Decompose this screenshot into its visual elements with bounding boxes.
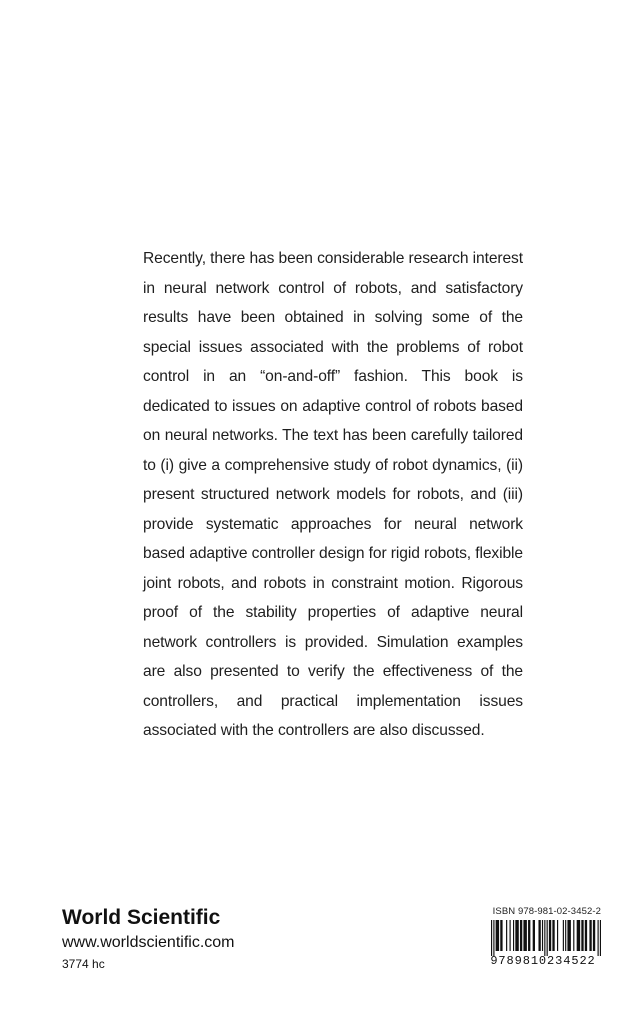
barcode-guard-bar (547, 920, 548, 956)
barcode-bar (567, 920, 570, 951)
barcode-bar (589, 920, 591, 951)
barcode-bar (563, 920, 564, 951)
ean13-barcode-icon (485, 920, 601, 956)
barcode-digits: 9789810234522 (490, 954, 596, 968)
barcode-bar (500, 920, 502, 951)
barcode-bar (538, 920, 540, 951)
barcode-bar (573, 920, 574, 951)
barcode-bar (565, 920, 566, 951)
publisher-block (62, 905, 234, 972)
barcode-bar (542, 920, 543, 951)
barcode-guard-bar (544, 920, 545, 956)
barcode-bar (557, 920, 558, 951)
barcode-bar (577, 920, 580, 951)
barcode-guard-bar (491, 920, 492, 956)
publisher-url: www.worldscientific.com (62, 934, 235, 951)
barcode-bar (513, 920, 514, 951)
barcode-bar (523, 920, 526, 951)
barcode-bar (515, 920, 518, 951)
barcode-guard-bar (493, 920, 494, 956)
barcode-bar (593, 920, 595, 951)
back-cover-blurb: Recently, there has been considerable research interest in neural network control of robots, and satisfactory results have been obtained in solving some of the special issues associated with the problems of robot control in an “on-and-off” fashion. This book is dedicated to issues on adaptive control of robots based on neural networks. The text has been carefully tailored to (i) give a comprehensive study of robot dynamics, (ii) present structured network models for robots, and (iii) provide systematic approaches for neural network based adaptive controller design for rigid robots, flexible joint robots, and robots in constraint motion. Rigorous proof of the stability properties of adaptive neural network controllers is provided. Simulation examples are also presented to verify the effectiveness of the controllers, and practical implementation issues associated with the controllers are also discussed. (143, 250, 523, 739)
publisher-name: World Scientific (62, 906, 221, 929)
barcode-bar (533, 920, 535, 951)
barcode-block (485, 906, 601, 967)
barcode-bar (585, 920, 587, 951)
barcode-guard-bar (598, 920, 599, 956)
isbn-label: ISBN 978-981-02-3452-2 (492, 906, 601, 917)
barcode-bar (506, 920, 507, 951)
barcode-bar (549, 920, 551, 951)
barcode-bar (528, 920, 530, 951)
barcode-bar (520, 920, 522, 951)
barcode-bar (496, 920, 499, 951)
barcode-bar (510, 920, 511, 951)
barcode-bar (552, 920, 554, 951)
barcode-guard-bar (600, 920, 601, 956)
barcode-bar (581, 920, 583, 951)
product-code: 3774 hc (62, 957, 105, 971)
